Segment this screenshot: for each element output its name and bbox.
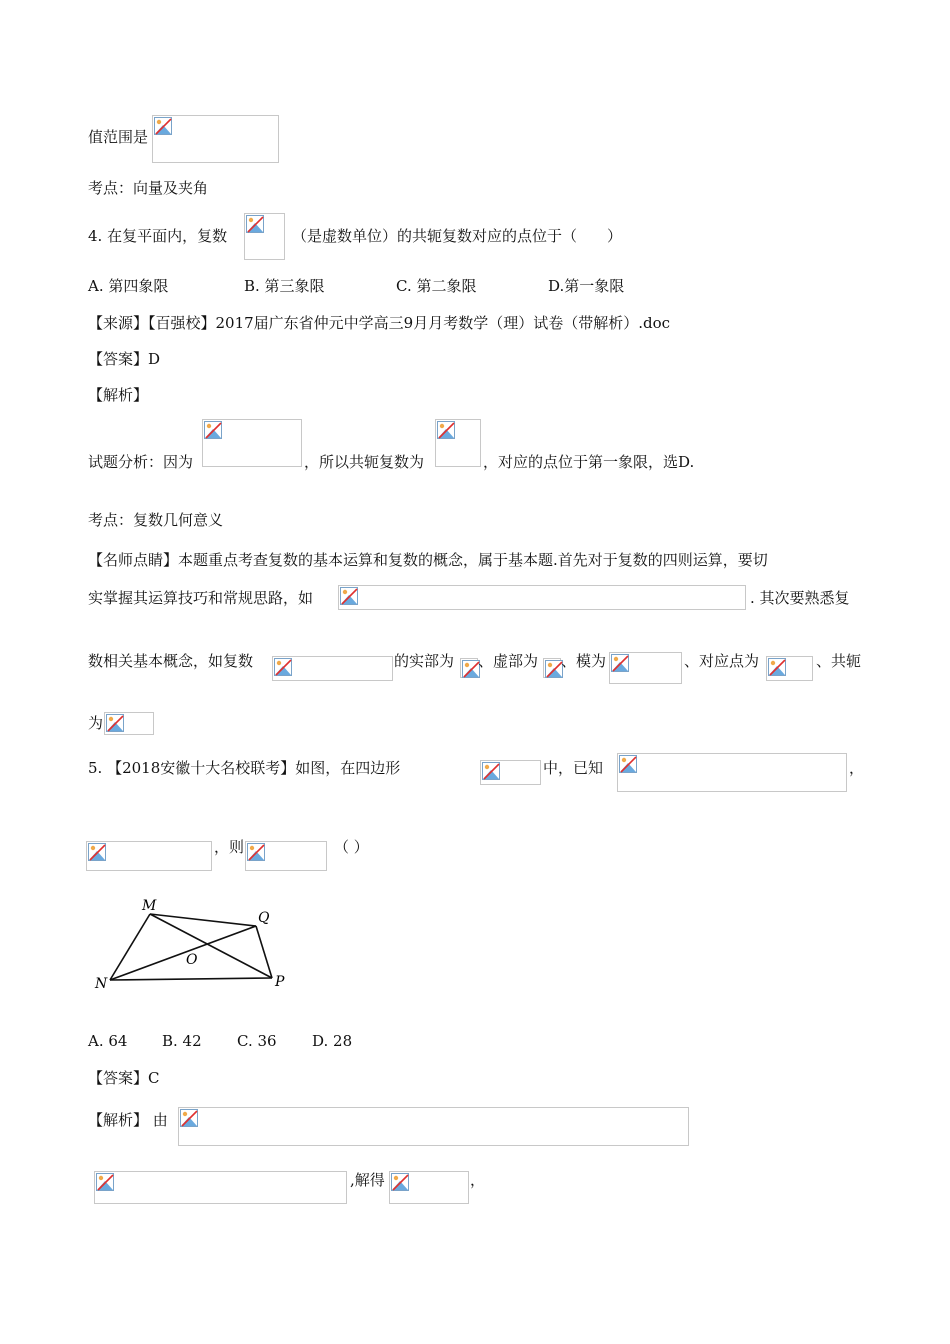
broken-image-icon — [154, 117, 172, 135]
formula-image — [338, 585, 746, 610]
q3-kaodian: 考点：向量及夹角 — [88, 179, 209, 197]
broken-image-icon — [246, 215, 264, 233]
q4-tip-line4: 为 — [88, 714, 104, 732]
label-q: Q — [258, 910, 270, 926]
broken-image-icon — [482, 762, 500, 780]
q4-answer: 【答案】D — [88, 350, 161, 368]
label-p: P — [275, 974, 285, 990]
label-n: N — [95, 976, 108, 992]
q4-kaodian: 考点：复数几何意义 — [88, 511, 224, 529]
broken-image-icon — [437, 421, 455, 439]
q4-option-d: D.第一象限 — [548, 277, 625, 295]
q5-line2-suffix: （ ） — [334, 838, 369, 856]
q4-tip-line3-c: 、虚部为 — [478, 652, 539, 670]
q4-stem-prefix: 4. 在复平面内，复数 — [88, 227, 228, 245]
label-m: M — [142, 898, 157, 914]
formula-image — [435, 419, 481, 467]
q4-jiexi-label: 【解析】 — [88, 386, 149, 404]
q4-source: 【来源】【百强校】2017届广东省仲元中学高三9月月考数学（理）试卷（带解析）.doc — [88, 314, 671, 332]
formula-image — [460, 658, 478, 678]
q3-text: 值范围是 — [88, 128, 149, 146]
formula-image — [94, 1171, 347, 1204]
edge-mq — [150, 914, 256, 926]
q4-tip-line3-e: 、对应点为 — [684, 652, 760, 670]
formula-image — [617, 753, 847, 792]
formula-image — [389, 1171, 469, 1204]
formula-image — [609, 652, 682, 684]
q4-tip-line3-f: 、共轭 — [816, 652, 862, 670]
q4-option-b: B. 第三象限 — [244, 277, 325, 295]
q4-stem-suffix: （是虚数单位）的共轭复数对应的点位于（ ） — [292, 227, 623, 245]
q5-option-b: B. 42 — [162, 1032, 202, 1050]
broken-image-icon — [340, 587, 358, 605]
q5-line2-mid: ，则 — [214, 838, 245, 856]
broken-image-icon — [180, 1109, 198, 1127]
q4-tip-line2-suffix: . 其次要熟悉复 — [750, 589, 850, 607]
broken-image-icon — [88, 843, 106, 861]
broken-image-icon — [247, 843, 265, 861]
q4-option-a: A. 第四象限 — [88, 277, 169, 295]
q5-stem-comma: ， — [849, 759, 865, 777]
formula-image — [766, 656, 813, 681]
q5-option-d: D. 28 — [312, 1032, 353, 1050]
quadrilateral-figure — [92, 892, 302, 992]
broken-image-icon — [274, 658, 292, 676]
q4-analysis-prefix: 试题分析：因为 — [88, 453, 194, 471]
q4-tip-line1: 【名师点睛】本题重点考查复数的基本运算和复数的概念，属于基本题.首先对于复数的四则运算，要切 — [88, 551, 768, 569]
q4-tip-line3-b: 的实部为 — [394, 652, 455, 670]
q5-stem-mid: 中，已知 — [543, 759, 604, 777]
q5-jiexi-label: 【解析】 由 — [88, 1111, 168, 1129]
q4-option-c: C. 第二象限 — [396, 277, 477, 295]
q5-jiexi2-mid: ,解得 — [350, 1171, 385, 1189]
q5-jiexi2-end: ， — [470, 1171, 486, 1189]
formula-image — [245, 841, 327, 871]
formula-image — [104, 712, 154, 735]
broken-image-icon — [106, 714, 124, 732]
formula-image — [244, 213, 285, 260]
broken-image-icon — [619, 755, 637, 773]
formula-image — [178, 1107, 689, 1146]
q5-stem-prefix: 5. 【2018安徽十大名校联考】如图，在四边形 — [88, 759, 401, 777]
q4-tip-line3-a: 数相关基本概念，如复数 — [88, 652, 254, 670]
q5-answer: 【答案】C — [88, 1069, 160, 1087]
broken-image-icon — [96, 1173, 114, 1191]
q4-analysis-mid: ，所以共轭复数为 — [304, 453, 425, 471]
formula-image — [272, 656, 393, 681]
q4-analysis-suffix: ，对应的点位于第一象限，选D. — [483, 453, 695, 471]
q4-tip-line2-prefix: 实掌握其运算技巧和常规思路，如 — [88, 589, 314, 607]
broken-image-icon — [391, 1173, 409, 1191]
diagonal-mp — [150, 914, 272, 978]
q3-line — [88, 127, 148, 147]
formula-image — [152, 115, 279, 163]
label-o: O — [186, 952, 198, 968]
edge-nm — [110, 914, 150, 980]
formula-image — [543, 658, 561, 678]
broken-image-icon — [611, 654, 629, 672]
q5-option-a: A. 64 — [88, 1032, 128, 1050]
q4-stem — [88, 226, 227, 246]
formula-image — [202, 419, 302, 467]
edge-pn — [110, 978, 272, 980]
formula-image — [480, 760, 541, 785]
formula-image — [86, 841, 212, 871]
q4-tip-line3-d: 、模为 — [561, 652, 607, 670]
broken-image-icon — [204, 421, 222, 439]
broken-image-icon — [768, 658, 786, 676]
q5-option-c: C. 36 — [237, 1032, 277, 1050]
diagonal-nq — [110, 926, 256, 980]
